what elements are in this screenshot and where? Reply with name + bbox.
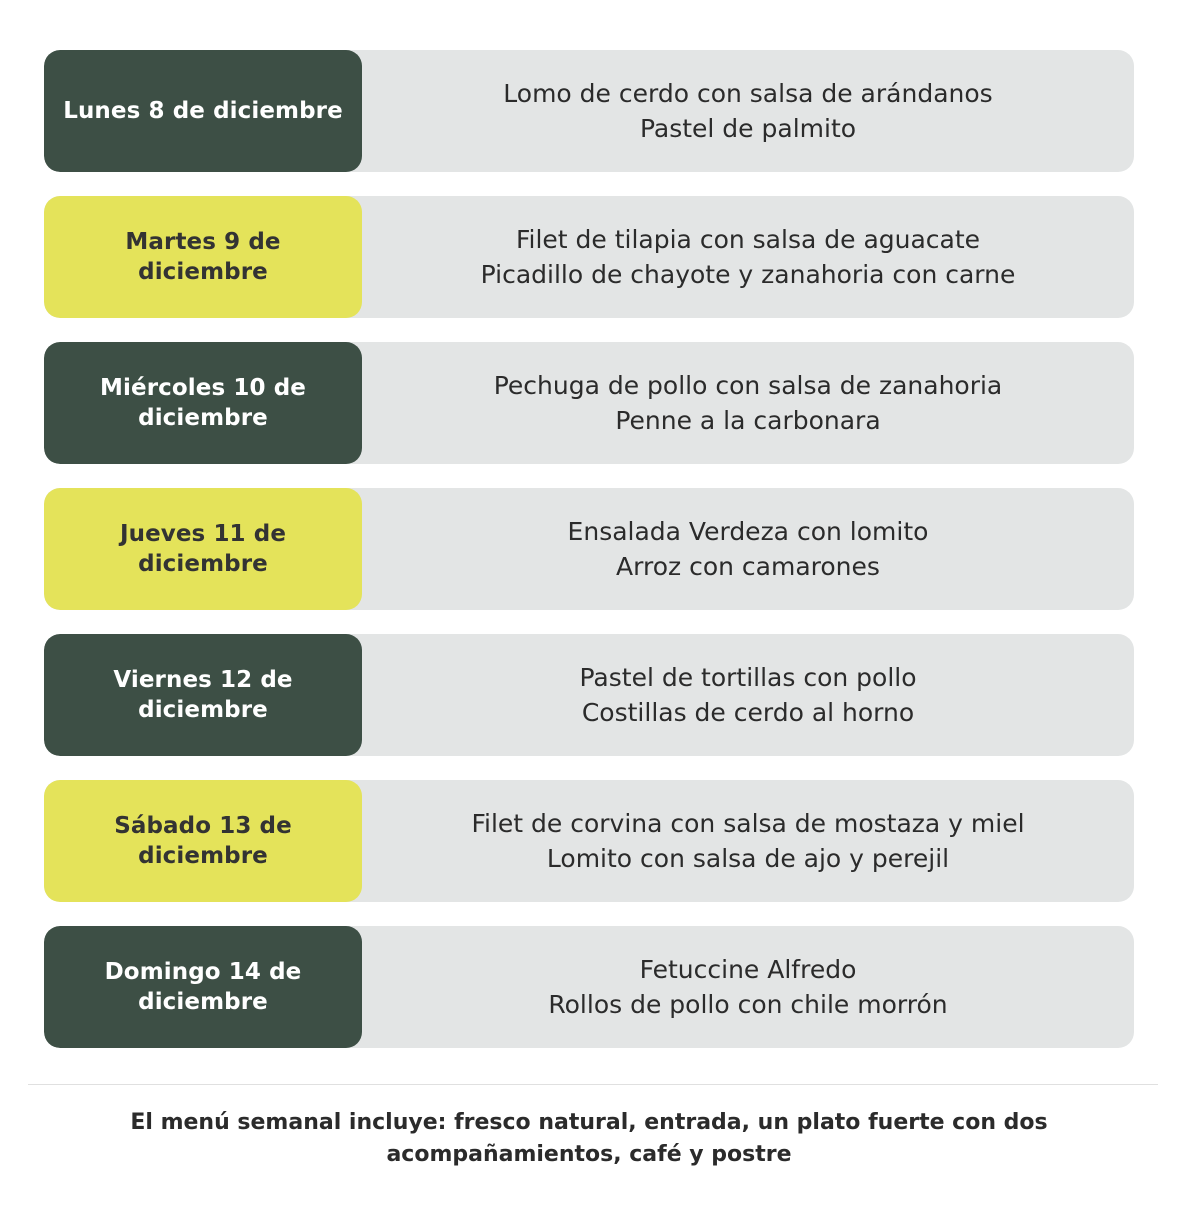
day-label-friday: Viernes 12 de diciembre xyxy=(44,634,362,756)
dishes-wednesday xyxy=(362,342,1134,464)
dishes-friday xyxy=(362,634,1134,756)
dish-line: Fetuccine Alfredo xyxy=(639,954,857,984)
dish-line: Rollos de pollo con chile morrón xyxy=(548,990,948,1019)
menu-row xyxy=(44,342,1134,464)
menu-row xyxy=(44,926,1134,1048)
dishes-thursday xyxy=(362,488,1134,610)
dish-line: Filet de tilapia con salsa de aguacate xyxy=(515,224,981,254)
dishes-tuesday xyxy=(362,196,1134,318)
menu-rows xyxy=(44,50,1134,1048)
day-label-monday: Lunes 8 de diciembre xyxy=(44,50,362,172)
dish-line: Pechuga de pollo con salsa de zanahoria xyxy=(493,370,1003,400)
dish-line: Filet de corvina con salsa de mostaza y miel xyxy=(471,808,1025,838)
menu-row xyxy=(44,488,1134,610)
dish-line: Lomito con salsa de ajo y perejil xyxy=(546,844,950,873)
dish-line: Penne a la carbonara xyxy=(615,406,881,435)
menu-row xyxy=(44,634,1134,756)
day-label-saturday: Sábado 13 de diciembre xyxy=(44,780,362,902)
dish-line: Arroz con camarones xyxy=(616,552,880,581)
day-label-wednesday: Miércoles 10 de diciembre xyxy=(44,342,362,464)
footer-divider xyxy=(28,1084,1158,1085)
dish-line: Picadillo de chayote y zanahoria con carne xyxy=(480,260,1016,289)
dish-line: Pastel de tortillas con pollo xyxy=(579,662,917,692)
footer-note: El menú semanal incluye: fresco natural, entrada, un plato fuerte con dos acompañamientos, café y postre xyxy=(130,1110,1048,1167)
dishes-sunday xyxy=(362,926,1134,1048)
day-label-thursday: Jueves 11 de diciembre xyxy=(44,488,362,610)
dish-line: Lomo de cerdo con salsa de arándanos xyxy=(503,78,993,108)
dish-line: Ensalada Verdeza con lomito xyxy=(567,516,929,546)
dish-line: Costillas de cerdo al horno xyxy=(581,698,915,727)
menu-row xyxy=(44,780,1134,902)
menu-row xyxy=(44,50,1134,172)
dish-line: Pastel de palmito xyxy=(639,114,857,143)
day-label-sunday: Domingo 14 de diciembre xyxy=(44,926,362,1048)
dishes-monday xyxy=(362,50,1134,172)
menu-row xyxy=(44,196,1134,318)
day-label-tuesday: Martes 9 de diciembre xyxy=(44,196,362,318)
dishes-saturday xyxy=(362,780,1134,902)
